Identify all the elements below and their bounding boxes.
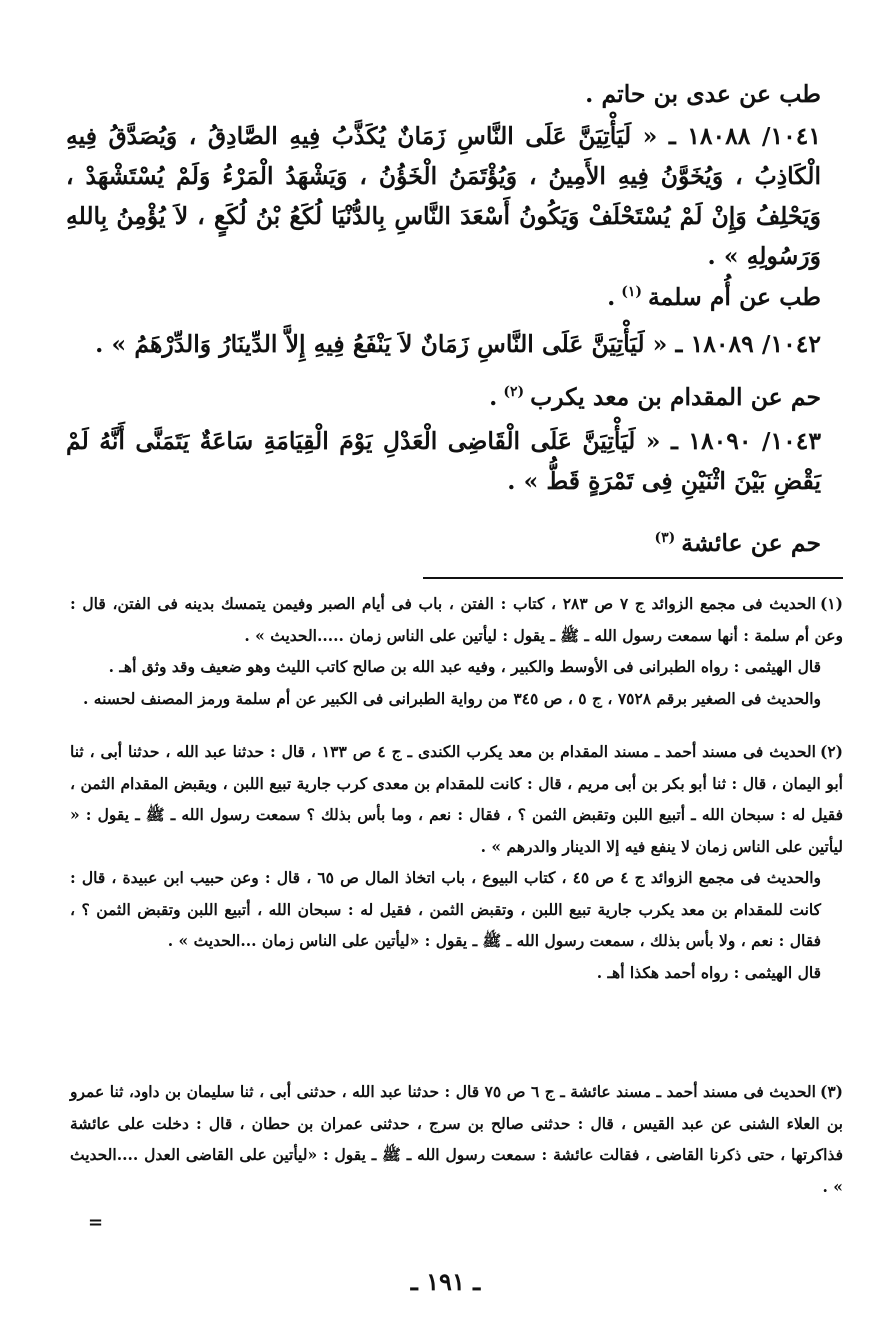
footnote-2-para-2: والحديث فى مجمع الزوائد ج ٤ ص ٤٥ ، كتاب البيوع ، باب اتخاذ المال ص ٦٥ ، قال : وعن حبيب ابن عبيدة ، قال : كانت للمقدام بن معد يكرب جارية تبيع اللبن ، وتقبض الثمن ، فقيل له : سبحان الله ، أتبيع اللبن وتقبض الثمن ؟ ، فقال : نعم ، ولا بأس بذلك ، سمعت رسول الله ـ ﷺ ـ يقول : «ليأتين على الناس زمان ...الحديث » . [70, 868, 821, 950]
source-2-text: طب عن أُم سلمة [648, 282, 821, 311]
source-line-1: طب عن عدى بن حاتم . [585, 80, 821, 108]
continuation-mark: = [88, 1212, 104, 1233]
footnote-2-para-1 [70, 736, 843, 862]
footnote-2 [70, 736, 843, 988]
footnote-2-para-3: قال الهيثمى : رواه أحمد هكذا أهـ . [596, 962, 821, 982]
footnote-1-para-3: والحديث فى الصغير برقم ٧٥٢٨ ، ج ٥ ، ص ٣٤٥ من رواية الطبرانى فى الكبير عن أم سلمة ورمز المصنف لحسنه . [83, 688, 821, 708]
footnote-2-number: (٢) [819, 742, 843, 761]
hadith-1043: ١٠٤٣/ ١٨٠٩٠ ـ « لَيَأْتِيَنَّ عَلَى الْقَاضِى الْعَدْلِ يَوْمَ الْقِيَامَةِ سَاعَةٌ يَتَمَنَّى أَنَّهُ لَمْ يَقْضِ بَيْنَ اثْنَيْنِ فِى تَمْرَةٍ قَطُّ » . [66, 427, 822, 495]
period: . [607, 282, 616, 311]
footnote-1-para-1 [70, 588, 843, 651]
footnote-1-para-2: قال الهيثمى : رواه الطبرانى فى الأوسط والكبير ، وفيه عبد الله بن صالح كاتب الليث وهو ضعيف وقد وثق أهـ . [108, 657, 821, 676]
hadith-1041: ١٠٤١/ ١٨٠٨٨ ـ « لَيَأْتِيَنَّ عَلَى النَّاسِ زَمَانٌ يُكَذَّبُ فِيهِ الصَّادِقُ ، وَيُصَدَّقُ فِيهِ الْكَاذِبُ ، وَيُخَوَّنُ فِيهِ الأَمِينُ ، وَيُؤْتَمَنُ الْخَؤُنُ ، وَيَشْهَدُ الْمَرْءُ وَلَمْ يُسْتَشْهَدْ ، وَيَحْلِفُ وَإِنْ لَمْ يُسْتَحْلَفْ وَيَكُونُ أَسْعَدَ النَّاسِ بِالدُّنْيَا لُكَعُ بْنُ لُكَعٍ ، لاَ يُؤْمِنُ بِاللهِ وَرَسُولِهِ » . [66, 122, 821, 270]
footnote-2-text-1: الحديث فى مسند أحمد ـ مسند المقدام بن معد يكرب الكندى ـ ج ٤ ص ١٣٣ ، قال : حدثنا عبد الله ، حدثنا أبى ، ثنا أبو اليمان ، قال : ثنا أبو بكر بن أبى مريم ، قال : كانت للمقدام بن معدى كرب جارية تبيع اللبن ، ويقبض المقدام الثمن ، فقيل له : سبحان الله ـ أتبيع اللبن وتقبض الثمن ؟ ، فقال : نعم ، وما بأس بذلك ؟ سمعت رسول الله ـ ﷺ ـ يقول : « ليأتين على الناس زمان لا ينفع فيه إلا الدينار والدرهم » . [70, 742, 843, 856]
footnote-3-text-1: الحديث فى مسند أحمد ـ مسند عائشة ـ ج ٦ ص ٧٥ قال : حدثنا عبد الله ، حدثنى أبى ، ثنا سليمان بن داود، ثنا عمرو بن العلاء الشنى عن عبد القيس ، قال : حدثنى صالح بن سرج ، حدثنى عمران بن حطان ، قال : دخلت على عائشة فذاكرتها ، حتى ذكرنا القاضى ، فقالت عائشة : سمعت رسول الله ـ ﷺ ـ يقول : «ليأتين على القاضى العدل ....الحديث » . [70, 1082, 843, 1196]
hadith-1042: ١٠٤٢/ ١٨٠٨٩ ـ « لَيَأْتِيَنَّ عَلَى النَّاسِ زَمَانٌ لاَ يَنْفَعُ فِيهِ إِلاَّ الدِّينَارُ وَالدِّرْهَمُ » . [95, 330, 821, 358]
page-number: ـ ١٩١ ـ [410, 1267, 481, 1296]
footnote-1-number: (١) [819, 594, 843, 613]
footnote-3-para-1 [70, 1076, 843, 1202]
footnote-ref-3[interactable]: (٣) [654, 530, 676, 546]
source-line-3 [489, 374, 821, 415]
footnote-ref-2[interactable]: (٢) [503, 384, 525, 400]
footnote-3 [70, 1076, 843, 1202]
footnote-1-text-1: الحديث فى مجمع الزوائد ج ٧ ص ٢٨٣ ، كتاب : الفتن ، باب فى أيام الصبر وفيمن يتمسك بدينه فى الفتن، قال : وعن أم سلمة : أنها سمعت رسول الله ـ ﷺ ـ يقول : ليأتين على الناس زمان .....الحديث » . [70, 594, 843, 645]
footnote-1 [70, 588, 843, 714]
source-4-text: حم عن عائشة [681, 528, 821, 557]
source-line-4 [648, 520, 821, 561]
footnote-divider [423, 577, 843, 579]
source-3-text: حم عن المقدام بن معد يكرب [530, 382, 821, 411]
footnote-3-number: (٣) [819, 1082, 843, 1101]
period: . [489, 382, 498, 411]
footnote-ref-1[interactable]: (١) [621, 284, 643, 300]
source-line-2 [607, 274, 821, 315]
